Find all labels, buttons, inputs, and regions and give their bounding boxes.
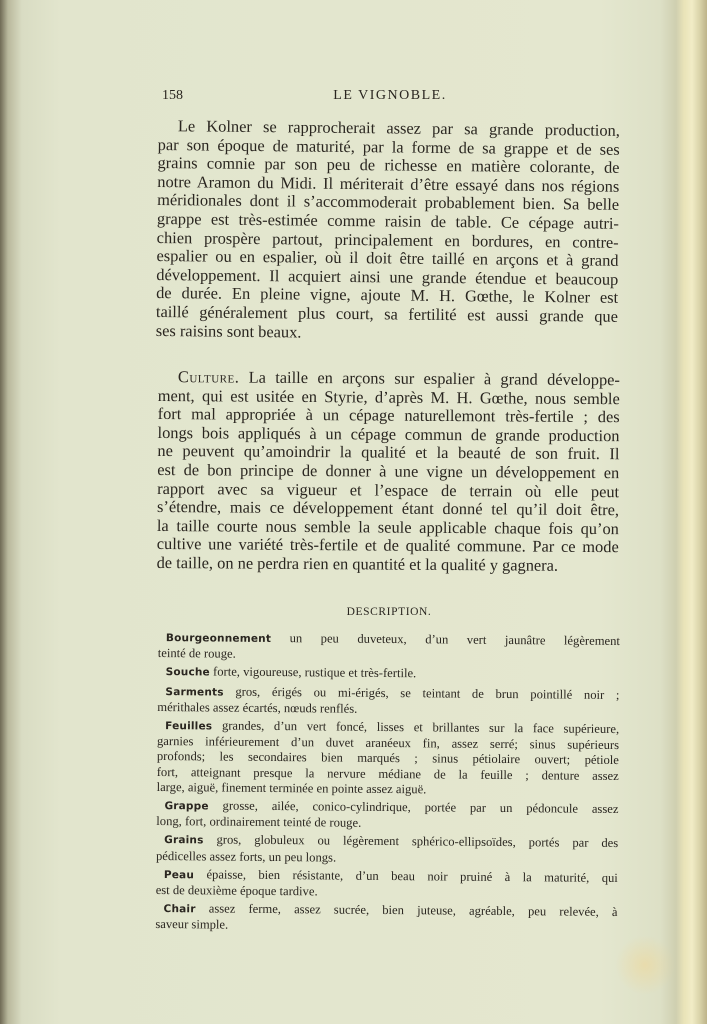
page-header [160,88,620,108]
text-line: est de bon principe de donner à une vigne un développement en [157,459,620,483]
text-line: fort mal appropriée à un cépage naturellemont très-fertile ; des [157,404,620,427]
text-line: ment, qui est usitée en Styrie, d’après M. H. Gœthe, nous semble [157,385,620,408]
page-number: 158 [162,88,183,103]
text-line: fort, atteignant presque la nervure médiane de la feuille ; denture assez [156,764,619,783]
text-line: mérithales assez écartés, nœuds renflés. [157,699,358,716]
text-line: la taille courte nous semble la seule applicable chaque fois qu’on [156,515,619,538]
description-heading: DESCRIPTION. [346,606,432,618]
description-text: un peu duveteux, d’un vert jaunâtre légèrement [271,630,620,649]
description-entry [157,718,620,799]
description-term: Grains [164,834,204,847]
description-text: gros, globuleux ou légèrement sphérico-ellipsoïdes, portés par des [203,832,619,851]
text-line: de durée. En pleine vigne, ajoute M. H. Gœthe, le Kolner est [156,283,619,308]
description-text: épaisse, bien résistante, d’un beau noir pruiné à la maturité, qui [193,867,618,885]
description-term: Peau [163,868,195,882]
text-line: taillé généralement plus court, sa fertilité est aussi grande que [155,301,619,326]
text-line: long, fort, ordinairement teinté de rouge. [156,814,362,831]
culture-label: Culture. [177,367,240,387]
description-entry [156,798,618,833]
text-line: teinté de rouge. [157,646,236,661]
text-line: pédicelles assez forts, un peu longs. [155,848,337,865]
text-line: grains comnie par son peu de richesse en matière colorante, de [157,153,620,178]
description-entry [158,664,620,684]
text-line: profonds; les secondaires bien marqués ; sinus pétiolaire ouvert; pétiole [156,749,619,768]
description-term: Feuilles [165,720,213,733]
description-list [155,630,620,940]
description-text: grosse, ailée, conico-cylindrique, portée par un pédoncule assez [208,798,619,817]
text-line: garnies inférieurement d’un duvet aranéeux fin, assez serré; sinus supérieurs [156,734,620,753]
description-term: Souche [165,666,210,679]
description-entry [158,630,620,665]
text-line: Le Kolner se rapprocherait assez par sa grande production, [177,116,620,140]
text-line: saveur simple. [155,917,229,933]
text-line: s’étendre, mais ce développement étant donné tel qu’il doit être, [156,497,620,520]
text-line: est de deuxième époque tardive. [155,883,318,899]
culture-first-line: La taille en arçons sur espalier à grand développe- [239,367,620,390]
text-line: rapport avec sa vigueur et l’espace de terrain où elle peut [157,478,620,501]
text-line: par son époque de maturité, par la forme de sa grappe et de ses [157,134,620,159]
description-term: Grappe [164,800,209,813]
description-term: Sarments [165,685,224,699]
text-line: méridionales dont il s’accommoderait probablement bien. Sa belle [157,190,620,215]
description-entry [157,684,619,719]
running-title: LE VIGNOBLE. [333,88,447,103]
description-text: assez ferme, assez sucrée, bien juteuse, agréable, peu relevée, à [195,901,618,920]
paper-stain [615,935,675,995]
description-term: Bourgeonnement [165,632,272,645]
paragraph-culture [157,368,620,576]
text-line: grappe est très-estimée comme raisin de table. Ce cépage autri- [156,208,620,233]
description-text: forte, vigoureuse, rustique et très-fertile. [209,664,417,681]
description-entry [156,832,618,867]
text-line: longs bois appliqués à un cépage commun de grande production [157,422,620,446]
text-line: développement. Il acquiert ainsi une grande étendue et beaucoup [156,264,619,289]
description-entry [156,867,618,902]
text-line [158,664,620,684]
text-line: ne peuvent qu’amoindrir la qualité et la beauté de son fruit. Il [157,441,620,464]
text-line: cultive une variété très-fertile et de qualité commune. Par ce mode [156,534,619,557]
description-text: grandes, d’un vert foncé, lisses et brillantes sur la face supérieure, [212,718,620,737]
text-line: de taille, on ne perdra rien en quantité et la qualité y gagnera. [156,552,559,575]
description-term: Chair [163,903,196,916]
description-text: gros, érigés ou mi-érigés, se teintant de brun pointillé noir ; [223,684,620,702]
text-line: chien prospère partout, principalement en bordures, en contre- [156,227,619,252]
text-line: ses raisins sont beaux. [155,320,302,342]
description-entry [155,901,617,936]
text-line: large, aiguë, finement terminée en pointe assez aiguë. [156,779,427,797]
paragraph-kolner [156,117,620,345]
text-line: notre Aramon du Midi. Il mériterait d’être essayé dans nos régions [157,171,620,196]
text-line: espalier ou en espalier, où il doit être taillé en arçons et à grand [156,246,619,270]
